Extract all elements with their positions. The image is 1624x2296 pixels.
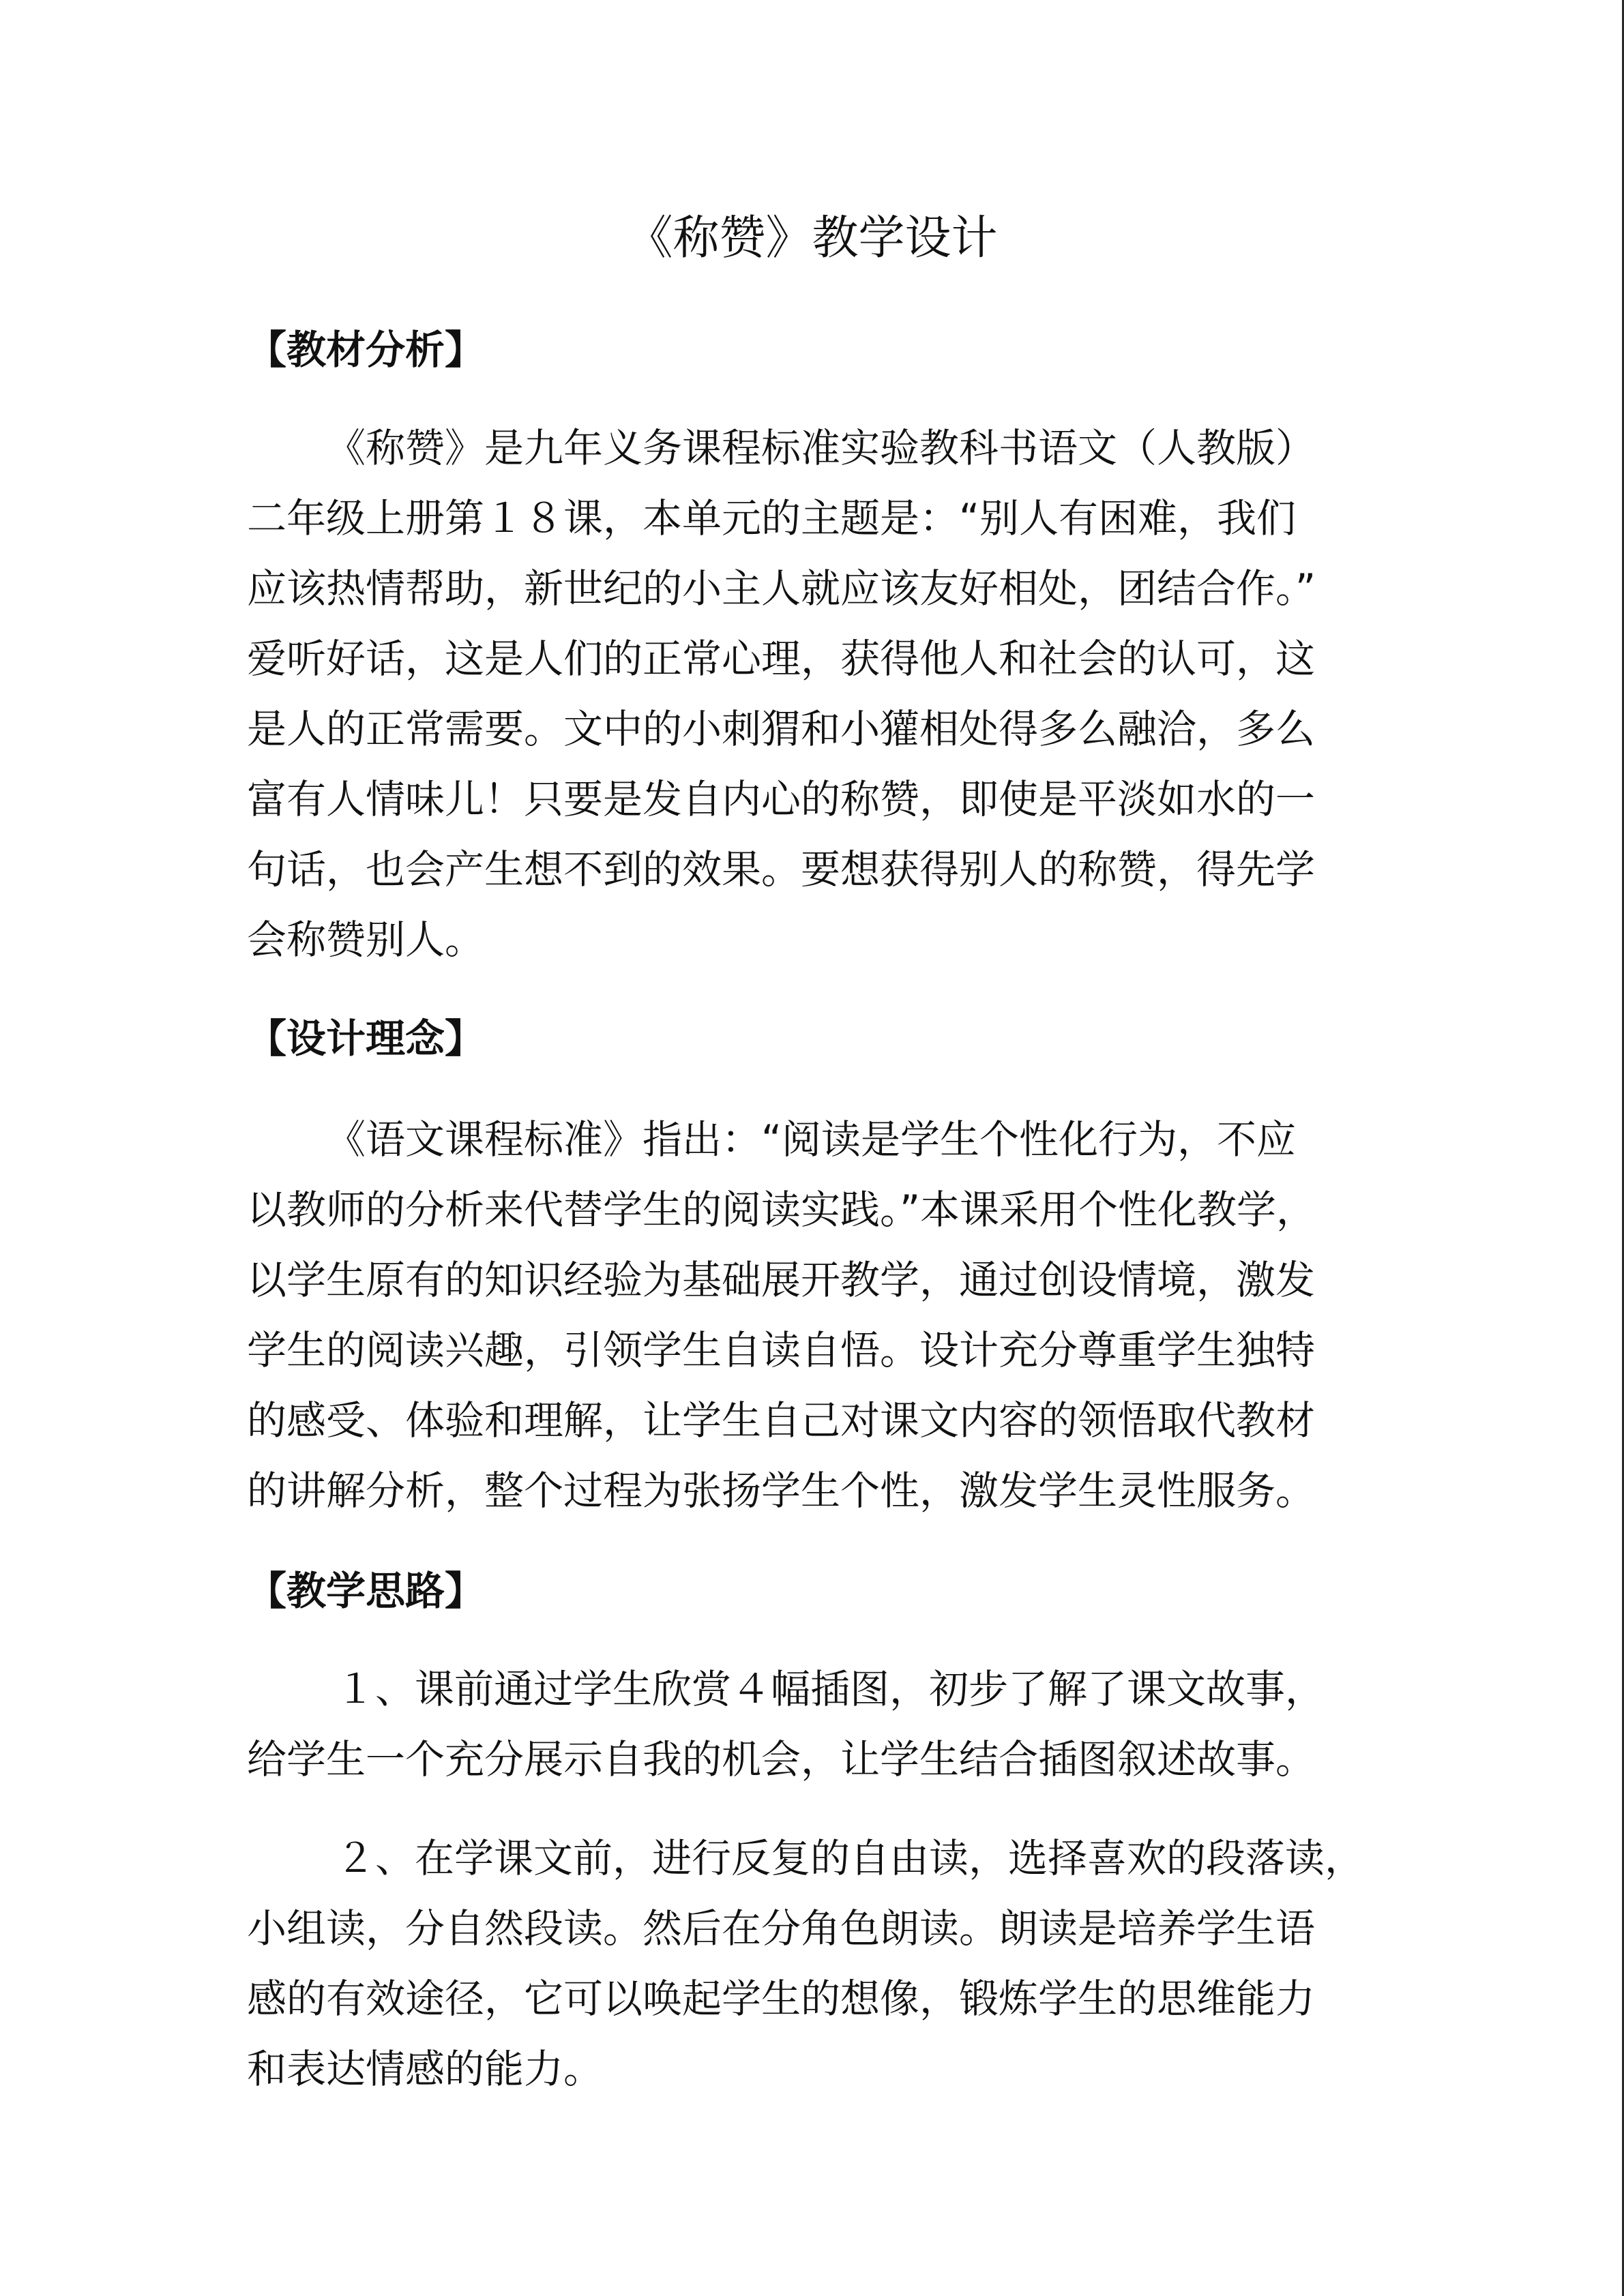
section-heading-teaching-approach: 【教学思路】: [247, 1568, 485, 1614]
section-heading-design-concept: 【设计理念】: [247, 1015, 485, 1062]
text-line: ２、在学课文前，进行反复的自由读，选择喜欢的段落读，: [336, 1835, 1365, 1881]
list-item-2: [247, 1823, 1406, 2104]
text-line: 爱听好话，这是人们的正常心理，获得他人和社会的认可，这: [247, 636, 1316, 682]
text-line: 的讲解分析，整个过程为张扬学生个性，激发学生灵性服务。: [247, 1467, 1316, 1514]
text-line: 二年级上册第１８课，本单元的主题是：“别人有困难，我们: [247, 495, 1297, 541]
text-line: 和表达情感的能力。: [247, 2046, 604, 2092]
text-line: １、课前通过学生欣赏４幅插图，初步了解了课文故事，: [336, 1666, 1325, 1712]
text-line: 学生的阅读兴趣，引领学生自读自悟。设计充分尊重学生独特: [247, 1327, 1316, 1373]
list-item-1: [247, 1654, 1406, 1795]
text-line: 感的有效途径，它可以唤起学生的想像，锻炼学生的思维能力: [247, 1976, 1316, 2022]
text-line: 会称赞别人。: [247, 916, 485, 963]
paragraph-design-concept: [247, 1105, 1406, 1526]
section-heading-textbook-analysis: 【教材分析】: [247, 327, 485, 373]
text-line: 应该热情帮助，新世纪的小主人就应该友好相处，团结合作。”: [247, 565, 1316, 612]
text-line: 的感受、体验和理解，让学生自己对课文内容的领悟取代教材: [247, 1397, 1316, 1444]
text-line: 《称赞》是九年义务课程标准实验教科书语文（人教版）: [326, 425, 1316, 471]
text-line: 是人的正常需要。文中的小刺猬和小獾相处得多么融洽，多么: [247, 706, 1316, 752]
paragraph-textbook-analysis: [247, 413, 1406, 975]
text-line: 富有人情味儿！只要是发自内心的称赞，即使是平淡如水的一: [247, 776, 1316, 822]
text-line: 小组读，分自然段读。然后在分角色朗读。朗读是培养学生语: [247, 1905, 1316, 1952]
text-line: 《语文课程标准》指出：“阅读是学生个性化行为，不应: [326, 1116, 1297, 1163]
text-line: 给学生一个充分展示自我的机会，让学生结合插图叙述故事。: [247, 1736, 1316, 1783]
text-line: 句话，也会产生想不到的效果。要想获得别人的称赞，得先学: [247, 846, 1316, 893]
document-title: 《称赞》教学设计: [626, 211, 998, 265]
text-line: 以学生原有的知识经验为基础展开教学，通过创设情境，激发: [247, 1257, 1316, 1303]
text-line: 以教师的分析来代替学生的阅读实践。”本课采用个性化教学，: [247, 1187, 1316, 1233]
